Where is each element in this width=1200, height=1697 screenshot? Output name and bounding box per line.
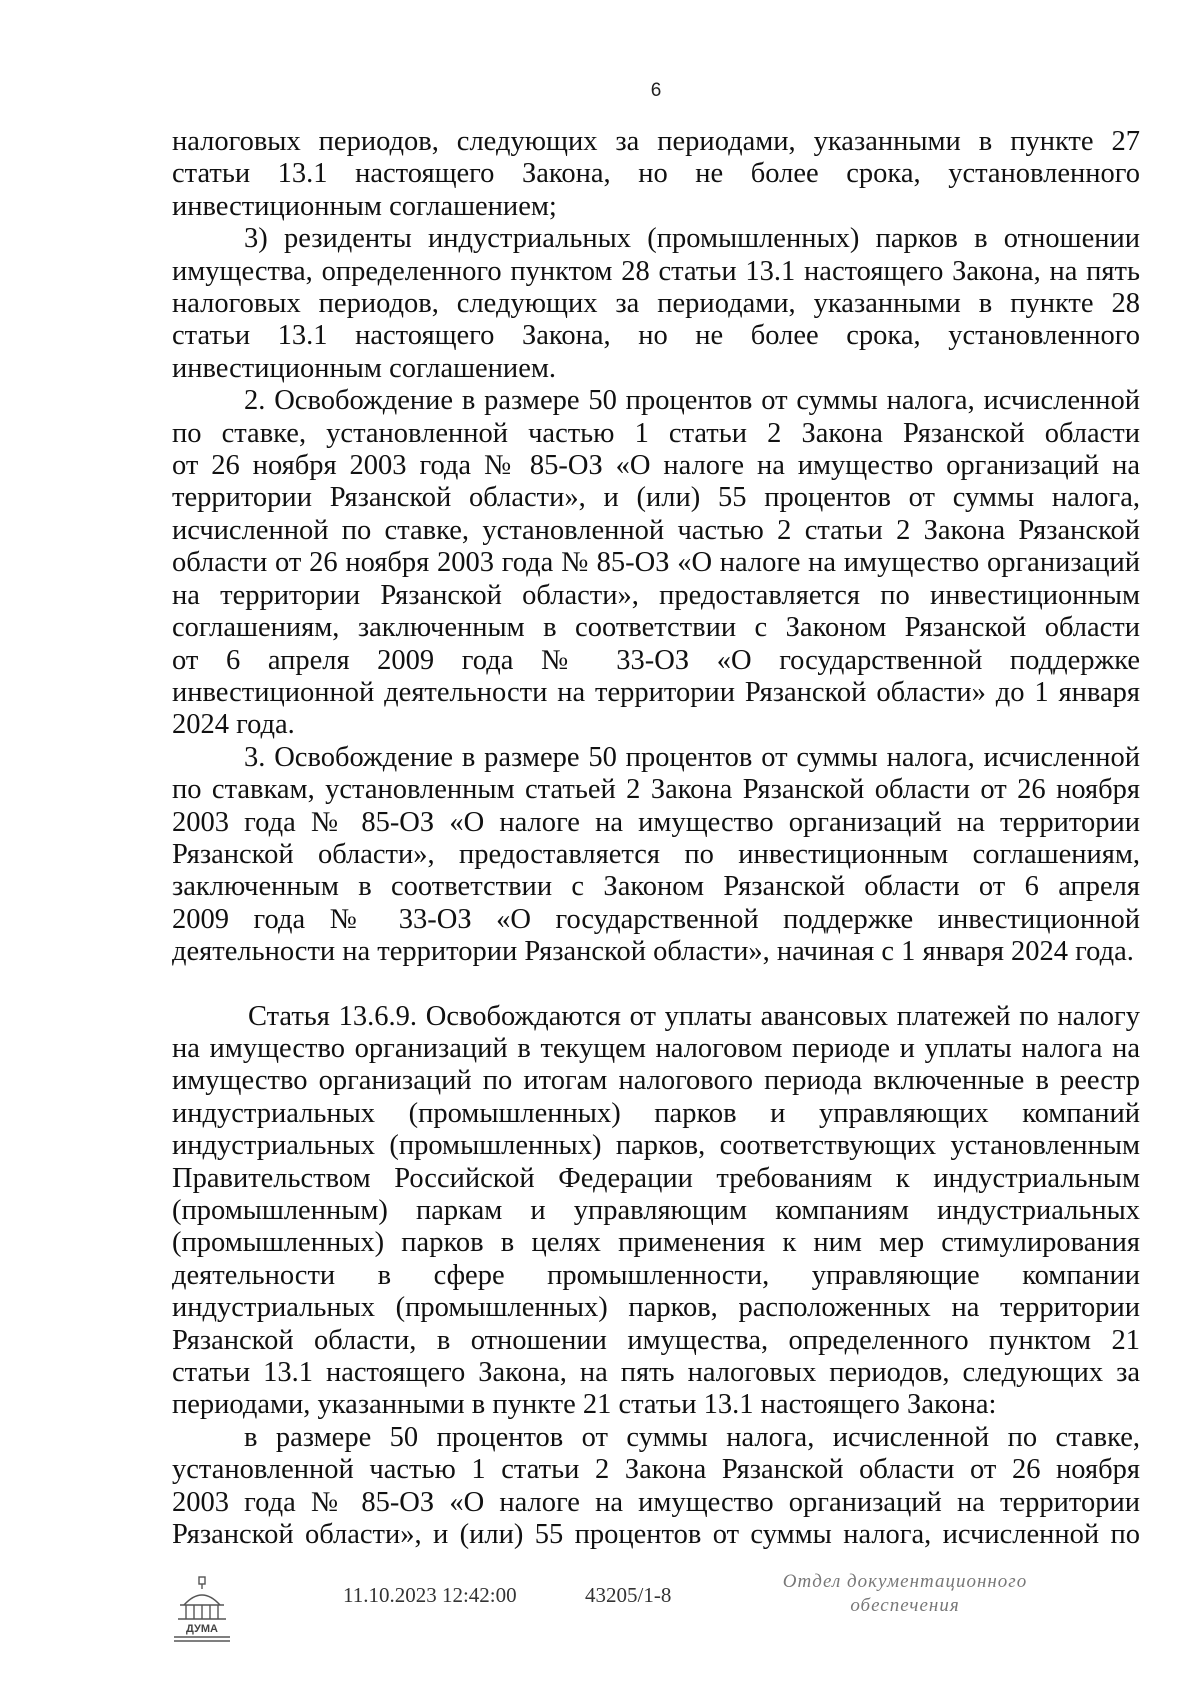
paragraph-line: Рязанской области», предоставляется по инвестиционным соглашениям,: [172, 838, 1140, 870]
paragraph-line: в размере 50 процентов от суммы налога, исчисленной по ставке,: [244, 1421, 1140, 1453]
paragraph-line: Рязанской области, в отношении имущества, определенного пунктом 21: [172, 1324, 1140, 1356]
paragraph-line: области от 26 ноября 2003 года № 85-ОЗ «О налоге на имущество организаций: [172, 547, 1140, 579]
paragraph-line: 2. Освобождение в размере 50 процентов от суммы налога, исчисленной: [244, 385, 1140, 417]
paragraph-line: 2003 года № 85-ОЗ «О налоге на имущество организаций на территории: [172, 806, 1140, 838]
paragraph-line: 2009 года № 33-ОЗ «О государственной поддержке инвестиционной: [172, 903, 1140, 935]
paragraph-line: соглашениям, заключенным в соответствии с Законом Рязанской области: [172, 612, 1140, 644]
paragraph-line: индустриальных (промышленных) парков и управляющих компаний: [172, 1097, 1140, 1129]
paragraph-line: 2003 года № 85-ОЗ «О налоге на имущество организаций на территории: [172, 1486, 1140, 1518]
paragraph-line: 3. Освобождение в размере 50 процентов от суммы налога, исчисленной: [244, 741, 1140, 773]
duma-logo-icon: [170, 1575, 234, 1645]
paragraph-line: инвестиционным соглашением;: [172, 190, 557, 222]
paragraph-line: на территории Рязанской области», предоставляется по инвестиционным: [172, 579, 1140, 611]
paragraph-line: на имущество организаций в текущем налоговом периоде и уплаты налога на: [172, 1032, 1140, 1064]
paragraph-line: индустриальных (промышленных) парков, соответствующих установленным: [172, 1130, 1140, 1162]
paragraph-line: статьи 13.1 настоящего Закона, но не более срока, установленного: [172, 158, 1140, 190]
paragraph-line: по ставкам, установленным статьей 2 Закона Рязанской области от 26 ноября: [172, 774, 1140, 806]
paragraph-line: статьи 13.1 настоящего Закона, на пять налоговых периодов, следующих за: [172, 1357, 1140, 1389]
paragraph-line: 2024 года.: [172, 709, 295, 741]
paragraph-line: (промышленных) парков в целях применения к ним мер стимулирования: [172, 1227, 1140, 1259]
section-spacer: [172, 969, 1140, 1001]
stamp-line: Отдел документационного: [782, 1571, 1028, 1592]
paragraph-line: (промышленным) паркам и управляющим компаниям индустриальных: [172, 1195, 1140, 1226]
paragraph-line: территории Рязанской области», и (или) 55 процентов от суммы налога,: [172, 482, 1140, 514]
paragraph-line: имущества, определенного пунктом 28 статьи 13.1 настоящего Закона, на пять: [172, 255, 1140, 287]
paragraph-line: от 26 ноября 2003 года № 85-ОЗ «О налоге на имущество организаций на: [172, 450, 1140, 482]
stamp-line: обеспечения: [850, 1595, 960, 1616]
paragraph-line: установленной частью 1 статьи 2 Закона Рязанской области от 26 ноября: [172, 1454, 1140, 1486]
paragraph-line: инвестиционной деятельности на территории Рязанской области» до 1 января: [172, 676, 1140, 708]
paragraph-line: периодами, указанными в пункте 21 статьи 13.1 настоящего Закона:: [172, 1389, 997, 1421]
paragraph-line: по ставке, установленной частью 1 статьи 2 Закона Рязанской области: [172, 417, 1140, 449]
paragraph-line: инвестиционным соглашением.: [172, 352, 556, 384]
svg-text:ДУМА: ДУМА: [186, 1623, 218, 1635]
document-body: [172, 126, 1140, 1551]
paragraph-line: налоговых периодов, следующих за периодами, указанными в пункте 28: [172, 288, 1140, 320]
paragraph-line: Правительством Российской Федерации требованиям к индустриальным: [172, 1162, 1140, 1194]
paragraph-line: 3) резиденты индустриальных (промышленных) парков в отношении: [244, 223, 1140, 255]
footer-registration-number: 43205/1-8: [585, 1583, 672, 1607]
department-stamp: [760, 1570, 1050, 1618]
paragraph-line: индустриальных (промышленных) парков, расположенных на территории: [172, 1292, 1140, 1324]
paragraph-line: деятельности на территории Рязанской области», начиная с 1 января 2024 года.: [172, 936, 1134, 968]
paragraph-line: статьи 13.1 настоящего Закона, но не более срока, установленного: [172, 320, 1140, 352]
paragraph-line: исчисленной по ставке, установленной частью 2 статьи 2 Закона Рязанской: [172, 514, 1140, 546]
paragraph-line: налоговых периодов, следующих за периодами, указанными в пункте 27: [172, 126, 1140, 157]
paragraph-line: деятельности в сфере промышленности, управляющие компании: [172, 1259, 1140, 1291]
paragraph-line: Рязанской области», и (или) 55 процентов от суммы налога, исчисленной по: [172, 1519, 1140, 1551]
footer-date: 11.10.2023 12:42:00: [343, 1583, 517, 1607]
paragraph-line: заключенным в соответствии с Законом Рязанской области от 6 апреля: [172, 871, 1140, 903]
paragraph-line: Статья 13.6.9. Освобождаются от уплаты авансовых платежей по налогу: [248, 1000, 1140, 1032]
paragraph-line: имущество организаций по итогам налогового периода включенные в реестр: [172, 1065, 1140, 1097]
paragraph-line: от 6 апреля 2009 года № 33-ОЗ «О государственной поддержке: [172, 644, 1140, 676]
page-number: 6: [650, 80, 662, 101]
